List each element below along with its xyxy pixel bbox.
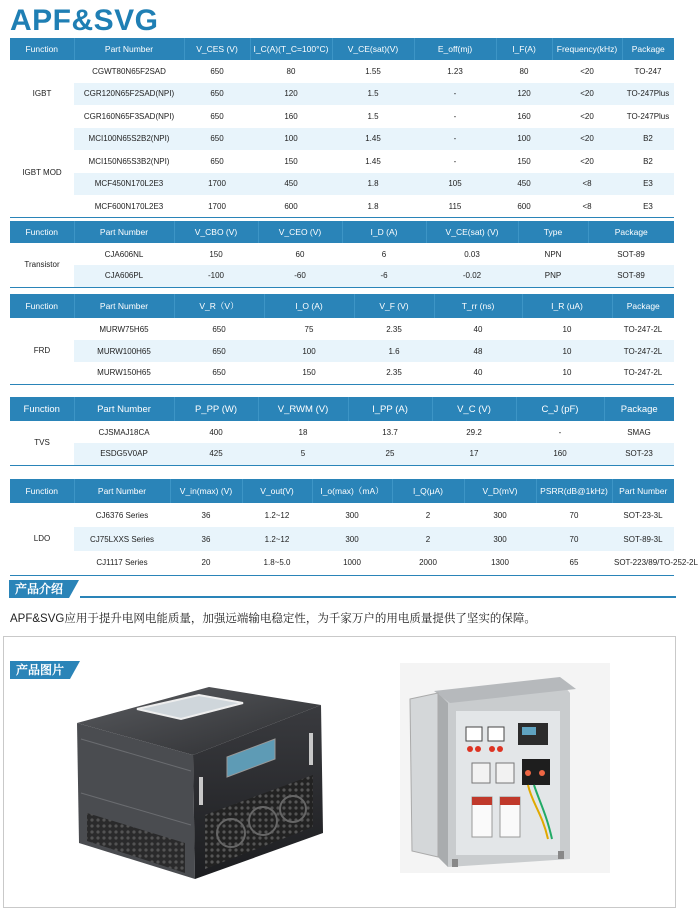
spec-cell: B2 <box>622 128 674 151</box>
spec-cell: TO-247-2L <box>612 340 674 362</box>
spec-cell: - <box>558 427 562 437</box>
spec-cell: 10 <box>562 324 572 334</box>
spec-cell: 48 <box>434 340 522 362</box>
spec-cell: - <box>453 111 457 121</box>
spec-cell: 100 <box>250 128 332 151</box>
spec-cell: SOT-23 <box>604 443 674 465</box>
spec-cell: 300 <box>464 527 536 551</box>
spec-cell: 650 <box>184 83 250 106</box>
column-header: Package <box>588 221 674 243</box>
function-cell: TVS <box>10 421 74 465</box>
rack-mount-apf-svg-module-image <box>59 673 359 903</box>
spec-cell: NPN <box>544 249 562 259</box>
spec-cell: 1.8~5.0 <box>263 558 291 568</box>
spec-cell: 1.55 <box>365 66 381 76</box>
column-header: I_O (A) <box>264 294 354 318</box>
spec-cell: - <box>414 83 496 106</box>
spec-cell: 150 <box>284 156 298 166</box>
spec-cell: -60 <box>258 265 342 287</box>
spec-cell: - <box>414 128 496 151</box>
table-header-row <box>10 397 674 421</box>
spec-cell: 0.03 <box>464 249 480 259</box>
column-header: PSRR(dB@1kHz) <box>536 479 612 503</box>
spec-cell: 1.8 <box>332 173 414 196</box>
column-header: T_rr (ns) <box>434 294 522 318</box>
spec-cell: 40 <box>473 368 483 378</box>
spec-cell: SOT-89-3L <box>612 527 674 551</box>
table-row <box>10 265 674 287</box>
column-header: Package <box>612 294 674 318</box>
column-header: V_CES (V) <box>184 38 250 60</box>
spec-cell: 1700 <box>208 201 226 211</box>
intro-heading: 产品介绍 <box>9 580 69 598</box>
column-header: Frequency(kHz) <box>552 38 622 60</box>
spec-cell: E3 <box>643 201 653 211</box>
spec-cell: 2.35 <box>386 324 402 334</box>
part-number-cell: CJA606NL <box>104 249 144 259</box>
spec-cell: SOT-223/89/TO-252-2L <box>614 558 698 568</box>
spec-cell: 450 <box>250 173 332 196</box>
spec-cell: 2000 <box>419 558 437 568</box>
column-header: V_out(V) <box>242 479 312 503</box>
frd-spec-table <box>10 294 674 385</box>
spec-cell: B2 <box>643 156 653 166</box>
table-row <box>10 83 674 106</box>
column-header: Package <box>604 397 674 421</box>
spec-cell: <8 <box>582 201 592 211</box>
igbt-spec-table <box>10 38 674 218</box>
spec-cell: TO-247 <box>634 66 662 76</box>
spec-cell: 300 <box>312 527 392 551</box>
spec-cell: 1.45 <box>332 128 414 151</box>
part-number-cell: MCF600N170L2E3 <box>94 201 164 211</box>
spec-cell: 1.2~12 <box>242 527 312 551</box>
spec-cell: <20 <box>552 128 622 151</box>
column-header: Function <box>10 221 74 243</box>
spec-cell: -100 <box>174 265 258 287</box>
spec-cell: 1.23 <box>447 66 463 76</box>
function-cell: IGBT MOD <box>10 128 74 218</box>
spec-cell: TO-247Plus <box>626 111 670 121</box>
spec-cell: 65 <box>569 558 579 568</box>
spec-cell: 100 <box>264 340 354 362</box>
column-header: C_J (pF) <box>516 397 604 421</box>
apf-svg-distribution-cabinet-image <box>400 663 610 873</box>
part-number-cell: MCF450N170L2E3 <box>74 173 184 196</box>
spec-cell: 2 <box>425 510 431 520</box>
spec-cell: 36 <box>201 510 211 520</box>
spec-cell: 80 <box>519 66 529 76</box>
spec-cell: 425 <box>174 443 258 465</box>
spec-cell: 150 <box>517 156 531 166</box>
spec-cell: 650 <box>210 156 224 166</box>
table-row <box>10 527 674 551</box>
spec-cell: - <box>453 156 457 166</box>
spec-cell: 1700 <box>184 173 250 196</box>
part-number-cell: CGR160N65F3SAD(NPI) <box>83 111 175 121</box>
spec-cell: 300 <box>493 510 507 520</box>
table-header-row <box>10 38 674 60</box>
spec-cell: 36 <box>170 527 242 551</box>
spec-cell: 17 <box>432 443 516 465</box>
table-row <box>10 105 674 128</box>
spec-cell: 150 <box>209 249 223 259</box>
spec-cell: 650 <box>174 340 264 362</box>
part-number-cell: CJ75LXXS Series <box>74 527 170 551</box>
spec-cell: PNP <box>518 265 588 287</box>
column-header: Part Number <box>74 294 174 318</box>
spec-cell: TO-247-2L <box>623 324 663 334</box>
column-header: V_RWM (V) <box>258 397 348 421</box>
table-row <box>10 173 674 196</box>
spec-cell: 1.2~12 <box>264 510 290 520</box>
part-number-cell: MCI100N65S2B2(NPI) <box>74 128 184 151</box>
table-row <box>10 128 674 151</box>
spec-cell: 300 <box>345 510 359 520</box>
table-row <box>10 60 674 83</box>
spec-cell: 160 <box>284 111 298 121</box>
spec-cell: 400 <box>209 427 223 437</box>
spec-cell: 650 <box>210 66 224 76</box>
column-header: I_R (uA) <box>522 294 612 318</box>
column-header: Function <box>10 294 74 318</box>
spec-cell: SOT-89 <box>588 265 674 287</box>
spec-cell: 115 <box>448 201 462 211</box>
spec-cell: 105 <box>414 173 496 196</box>
column-header: Function <box>10 38 74 60</box>
spec-cell: -6 <box>342 265 426 287</box>
spec-cell: -0.02 <box>426 265 518 287</box>
spec-cell: 18 <box>298 427 308 437</box>
part-number-cell: MURW75H65 <box>99 324 149 334</box>
page-title: APF&SVG <box>10 4 159 37</box>
spec-cell: <8 <box>552 173 622 196</box>
column-header: V_in(max) (V) <box>170 479 242 503</box>
column-header: V_CE(sat) (V) <box>426 221 518 243</box>
column-header: Function <box>10 479 74 503</box>
spec-cell: 600 <box>284 201 298 211</box>
column-header: Part Number <box>74 397 174 421</box>
table-header-row <box>10 221 674 243</box>
spec-cell: 40 <box>473 324 483 334</box>
function-cell: FRD <box>10 318 74 384</box>
part-number-cell: CGWT80N65F2SAD <box>92 66 166 76</box>
transistor-spec-table <box>10 221 674 288</box>
spec-cell: 100 <box>496 128 552 151</box>
table-row <box>10 503 674 527</box>
function-cell: IGBT <box>10 60 74 128</box>
spec-cell: SOT-23-3L <box>623 510 663 520</box>
column-header: Part Number <box>74 221 174 243</box>
spec-cell: 1.5 <box>332 83 414 106</box>
table-row <box>10 443 674 465</box>
column-header: Type <box>518 221 588 243</box>
table-row <box>10 243 674 265</box>
column-header: Function <box>10 397 74 421</box>
column-header: I_C(A)(T_C=100°C) <box>250 38 332 60</box>
column-header: V_R（V） <box>174 294 264 318</box>
spec-cell: 120 <box>250 83 332 106</box>
table-header-row <box>10 479 674 503</box>
spec-cell: <20 <box>552 83 622 106</box>
column-header: V_CE(sat)(V) <box>332 38 414 60</box>
column-header: P_PP (W) <box>174 397 258 421</box>
spec-cell: 10 <box>522 340 612 362</box>
function-cell: LDO <box>10 503 74 575</box>
intro-divider <box>80 596 676 598</box>
intro-text: APF&SVG应用于提升电网电能质量，加强远端输电稳定性，为千家万户的用电质量提供了坚实的保障。 <box>10 613 536 625</box>
spec-cell: SOT-89 <box>617 249 645 259</box>
table-header-row <box>10 294 674 318</box>
part-number-cell: CJA606PL <box>74 265 174 287</box>
spec-cell: 1000 <box>343 558 361 568</box>
ldo-spec-table <box>10 479 698 576</box>
product-photos-panel <box>3 636 676 908</box>
column-header: E_off(mj) <box>414 38 496 60</box>
part-number-cell: ESDG5V0AP <box>74 443 174 465</box>
spec-cell: 60 <box>295 249 305 259</box>
part-number-cell: MURW150H65 <box>97 368 151 378</box>
spec-cell: 160 <box>517 111 531 121</box>
spec-cell: 150 <box>302 368 316 378</box>
column-header: Part Number <box>612 479 674 503</box>
part-number-cell: CGR120N65F2SAD(NPI) <box>74 83 184 106</box>
column-header: Part Number <box>74 38 184 60</box>
photos-heading: 产品图片 <box>10 661 70 679</box>
column-header: Part Number <box>74 479 170 503</box>
table-row <box>10 195 674 218</box>
spec-cell: 29.2 <box>466 427 482 437</box>
spec-cell: 600 <box>517 201 531 211</box>
column-header: V_CEO (V) <box>258 221 342 243</box>
spec-cell: 1.6 <box>354 340 434 362</box>
spec-cell: 1.8 <box>367 201 379 211</box>
column-header: I_D (A) <box>342 221 426 243</box>
spec-cell: TO-247-2L <box>623 368 663 378</box>
spec-cell: 70 <box>536 527 612 551</box>
column-header: I_o(max)（mA） <box>312 479 392 503</box>
tvs-spec-table <box>10 397 674 466</box>
spec-cell: 2 <box>392 527 464 551</box>
column-header: V_D(mV) <box>464 479 536 503</box>
spec-cell: 5 <box>258 443 348 465</box>
spec-cell: 13.7 <box>382 427 398 437</box>
spec-cell: 450 <box>496 173 552 196</box>
spec-cell: TO-247Plus <box>622 83 674 106</box>
column-header: Package <box>622 38 674 60</box>
table-row <box>10 421 674 443</box>
spec-cell: <20 <box>580 111 594 121</box>
column-header: V_F (V) <box>354 294 434 318</box>
spec-cell: SMAG <box>627 427 651 437</box>
part-number-cell: MCI150N65S3B2(NPI) <box>88 156 170 166</box>
column-header: V_CBO (V) <box>174 221 258 243</box>
table-row <box>10 362 674 384</box>
spec-cell: 650 <box>212 324 226 334</box>
part-number-cell: MURW100H65 <box>74 340 174 362</box>
table-row <box>10 551 674 575</box>
spec-cell: 80 <box>286 66 296 76</box>
spec-cell: E3 <box>622 173 674 196</box>
spec-cell: 6 <box>381 249 387 259</box>
function-cell: Transistor <box>10 243 74 287</box>
part-number-cell: CJ1117 Series <box>96 558 148 568</box>
table-row <box>10 340 674 362</box>
spec-cell: 650 <box>210 111 224 121</box>
spec-cell: 650 <box>184 128 250 151</box>
column-header: I_F(A) <box>496 38 552 60</box>
column-header: V_C (V) <box>432 397 516 421</box>
spec-cell: 75 <box>304 324 314 334</box>
table-row <box>10 150 674 173</box>
spec-cell: 20 <box>201 558 211 568</box>
column-header: I_PP (A) <box>348 397 432 421</box>
spec-cell: 70 <box>569 510 579 520</box>
spec-cell: 650 <box>212 368 226 378</box>
spec-cell: 120 <box>496 83 552 106</box>
part-number-cell: CJSMAJ18CA <box>98 427 150 437</box>
spec-cell: <20 <box>580 66 594 76</box>
spec-cell: 10 <box>562 368 572 378</box>
spec-cell: 1.45 <box>365 156 381 166</box>
spec-cell: 160 <box>516 443 604 465</box>
column-header: I_Q(μA) <box>392 479 464 503</box>
spec-cell: 1.5 <box>367 111 379 121</box>
spec-cell: 25 <box>348 443 432 465</box>
spec-cell: 2.35 <box>386 368 402 378</box>
table-row <box>10 318 674 340</box>
spec-cell: <20 <box>580 156 594 166</box>
spec-cell: 1300 <box>491 558 509 568</box>
part-number-cell: CJ6376 Series <box>95 510 149 520</box>
